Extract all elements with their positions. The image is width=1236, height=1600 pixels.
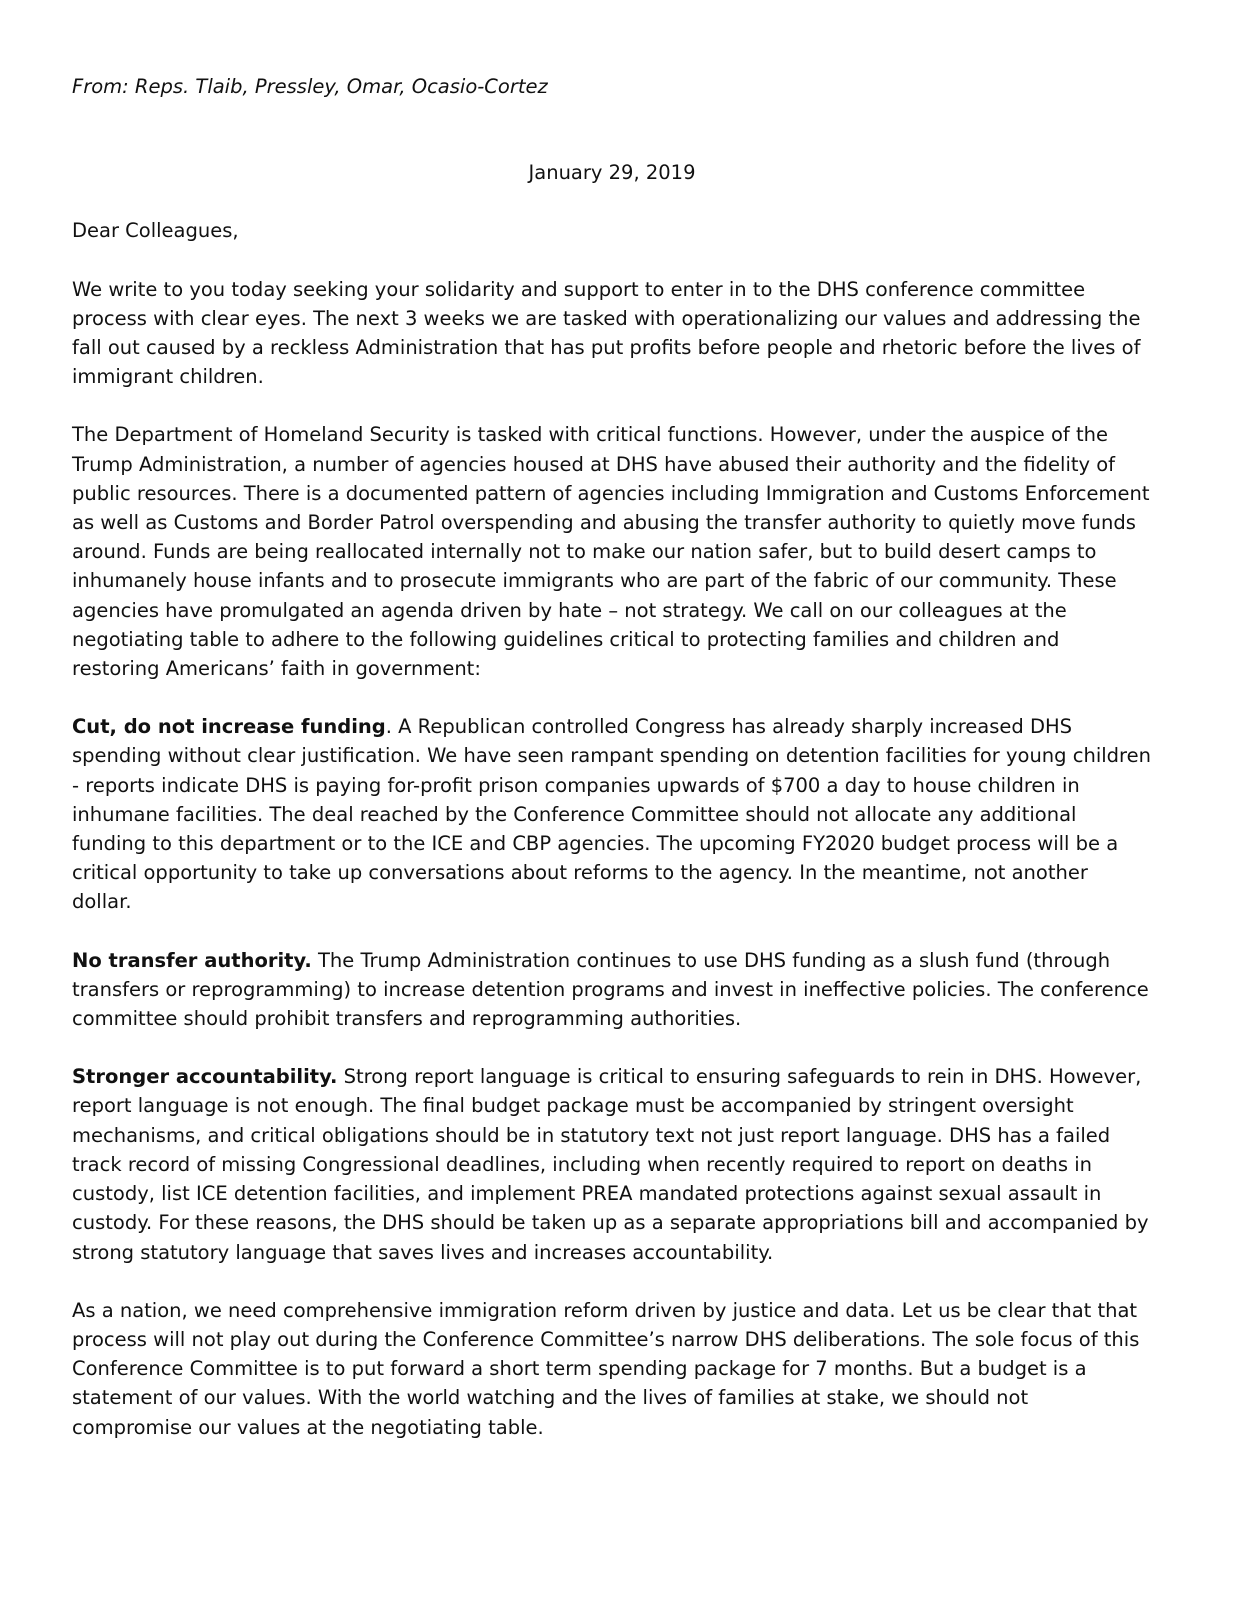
letter-date: January 29, 2019 — [528, 161, 696, 185]
point-heading: Cut, do not increase funding — [72, 715, 386, 739]
salutation: Dear Colleagues, — [72, 219, 239, 243]
point-cut-funding — [72, 712, 1152, 916]
from-line: From: Reps. Tlaib, Pressley, Omar, Ocasio-Cortez — [72, 75, 548, 98]
point-no-transfer-authority — [72, 946, 1152, 1034]
point-body: Strong report language is critical to ensuring safeguards to rein in DHS. However, report language is not enough. The final budget package must be accompanied by stringent oversight mechanisms, and critical obligations should be in statutory text not just report language. DHS has a failed track record of missing Congressional deadlines, including when recently required to report on deaths in custody, list ICE detention facilities, and implement PREA mandated protections against sexual assault in custody. For these reasons, the DHS should be taken up as a separate appropriations bill and accompanied by strong statutory language that saves lives and increases accountability. — [72, 1065, 1149, 1264]
point-heading: No transfer authority. — [72, 948, 312, 972]
intro-paragraph: We write to you today seeking your solidarity and support to enter in to the DHS conference committee process with clear eyes. The next 3 weeks we are tasked with operationalizing our values and addressing the fall out caused by a reckless Administration that has put profits before people and rhetoric before the lives of immigrant children. — [72, 277, 1141, 389]
point-body: The Trump Administration continues to use DHS funding as a slush fund (through transfers or reprogramming) to increase detention programs and invest in ineffective policies. The conference committee should prohibit transfers and reprogramming authorities. — [72, 948, 1149, 1031]
point-heading: Stronger accountability. — [72, 1065, 338, 1089]
context-paragraph: The Department of Homeland Security is tasked with critical functions. However, under the auspice of the Trump Administration, a number of agencies housed at DHS have abused their authority and the fidelity of public resources. There is a documented pattern of agencies including Immigration and Customs Enforcement as well as Customs and Border Patrol overspending and abusing the transfer authority to quietly move funds around. Funds are being reallocated internally not to make our nation safer, but to build desert camps to inhumanely house infants and to prosecute immigrants who are part of the fabric of our community. These agencies have promulgated an agenda driven by hate – not strategy. We call on our colleagues at the negotiating table to adhere to the following guidelines critical to protecting families and children and restoring Americans’ faith in government: — [72, 423, 1150, 681]
letter-body — [72, 72, 1152, 1442]
point-body: . A Republican controlled Congress has already sharply increased DHS spending without clear justification. We have seen rampant spending on detention facilities for young children - reports indicate DHS is paying for-profit prison companies upwards of $700 a day to house children in inhumane facilities. The deal reached by the Conference Committee should not allocate any additional funding to this department or to the ICE and CBP agencies. The upcoming FY2020 budget process will be a critical opportunity to take up conversations about reforms to the agency. In the meantime, not another dollar. — [72, 715, 1151, 914]
closing-paragraph: As a nation, we need comprehensive immigration reform driven by justice and data. Let us be clear that that process will not play out during the Conference Committee’s narrow DHS deliberations. The sole focus of this Conference Committee is to put forward a short term spending package for 7 months. But a budget is a statement of our values. With the world watching and the lives of families at stake, we should not compromise our values at the negotiating table. — [72, 1298, 1140, 1439]
point-stronger-accountability — [72, 1062, 1152, 1266]
